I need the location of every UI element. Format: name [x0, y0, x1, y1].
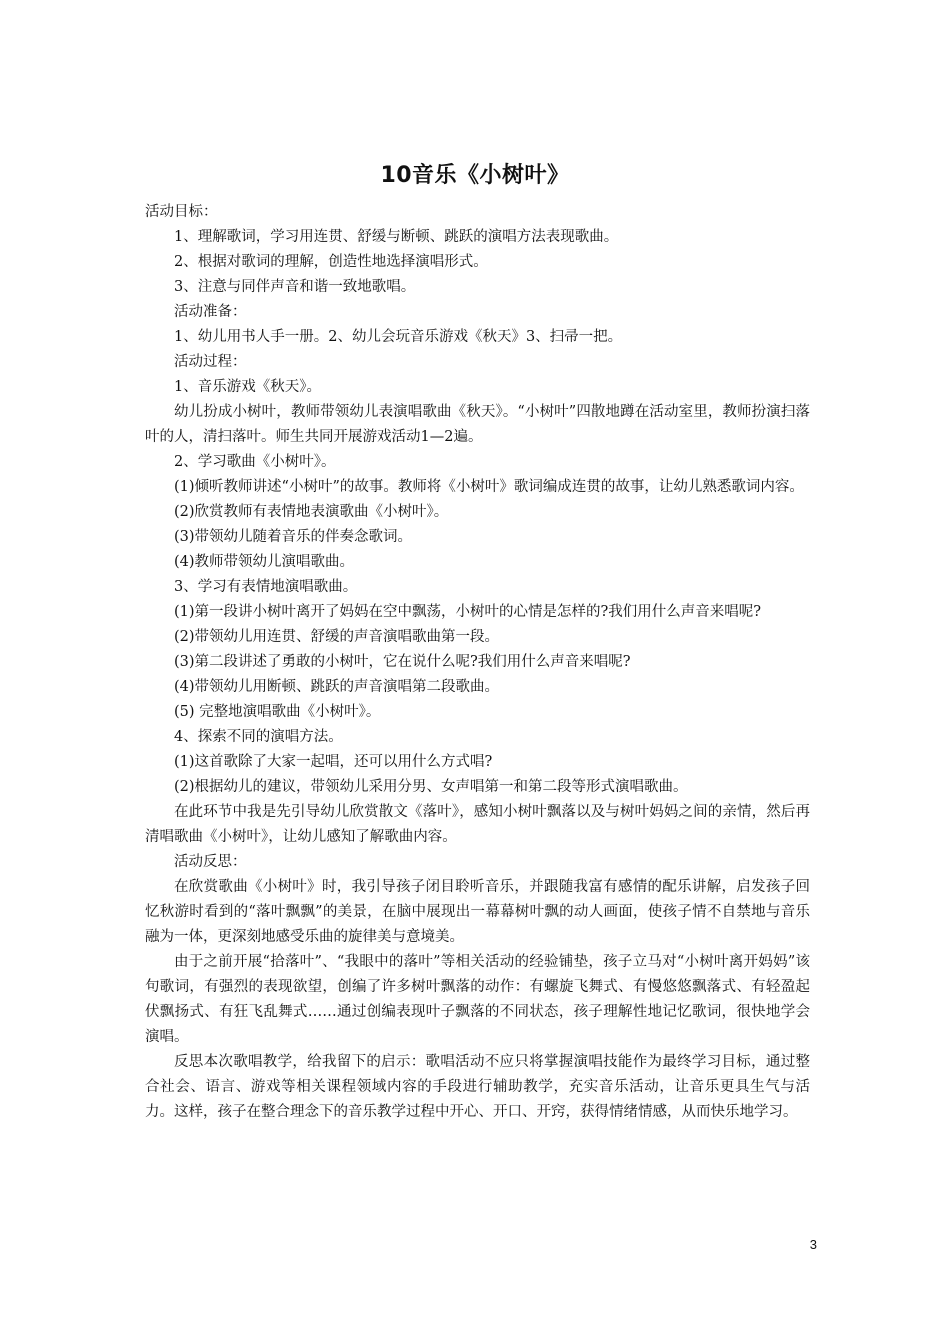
section-heading-preparation: 活动准备：	[174, 304, 247, 320]
section-heading-reflection: 活动反思：	[174, 854, 247, 870]
process-substep: (3)第二段讲述了勇敢的小树叶，它在说什么呢?我们用什么声音来唱呢?	[174, 654, 631, 670]
process-step-3: 3、学习有表情地演唱歌曲。	[174, 579, 358, 595]
process-substep: (3)带领幼儿随着音乐的伴奏念歌词。	[174, 529, 413, 545]
process-substep: (4)带领幼儿用断顿、跳跃的声音演唱第二段歌曲。	[174, 679, 500, 695]
process-step-2: 2、学习歌曲《小树叶》。	[174, 454, 336, 470]
section-heading-goals: 活动目标：	[145, 204, 218, 220]
process-paragraph: 幼儿扮成小树叶，教师带领幼儿表演唱歌曲《秋天》。“小树叶”四散地蹲在活动室里，教师扮演扫落叶的人，清扫落叶。师生共同开展游戏活动1—2遍。	[145, 404, 810, 445]
goal-item-1: 1、理解歌词，学习用连贯、舒缓与断顿、跳跃的演唱方法表现歌曲。	[174, 229, 619, 245]
goal-item-3: 3、注意与同伴声音和谐一致地歌唱。	[174, 279, 416, 295]
process-substep: (1)第一段讲小树叶离开了妈妈在空中飘荡，小树叶的心情是怎样的?我们用什么声音来唱呢?	[174, 604, 762, 620]
process-substep: (4)教师带领幼儿演唱歌曲。	[174, 554, 355, 570]
process-substep: (5) 完整地演唱歌曲《小树叶》。	[174, 704, 381, 720]
document-body	[145, 200, 810, 1125]
process-substep: (2)根据幼儿的建议，带领幼儿采用分男、女声唱第一和第二段等形式演唱歌曲。	[174, 779, 688, 795]
reflection-paragraph: 反思本次歌唱教学，给我留下的启示：歌唱活动不应只将掌握演唱技能作为最终学习目标，通过整合社会、语言、游戏等相关课程领域内容的手段进行辅助教学，充实音乐活动，让音乐更具生气与活力。这样，孩子在整合理念下的音乐教学过程中开心、开口、开窍，获得情绪情感，从而快乐地学习。	[145, 1054, 810, 1120]
goal-item-2: 2、根据对歌词的理解，创造性地选择演唱形式。	[174, 254, 488, 270]
process-substep: (2)欣赏教师有表情地表演歌曲《小树叶》。	[174, 504, 449, 520]
process-step-1: 1、音乐游戏《秋天》。	[174, 379, 321, 395]
section-heading-process: 活动过程：	[174, 354, 247, 370]
page-number: 3	[809, 1237, 817, 1252]
preparation-items: 1、幼儿用书人手一册。2、幼儿会玩音乐游戏《秋天》3、扫帚一把。	[174, 329, 623, 345]
process-paragraph: 在此环节中我是先引导幼儿欣赏散文《落叶》，感知小树叶飘落以及与树叶妈妈之间的亲情，然后再清唱歌曲《小树叶》，让幼儿感知了解歌曲内容。	[145, 804, 810, 845]
process-substep: (2)带领幼儿用连贯、舒缓的声音演唱歌曲第一段。	[174, 629, 500, 645]
reflection-paragraph: 由于之前开展“拾落叶”、“我眼中的落叶”等相关活动的经验铺垫，孩子立马对“小树叶离开妈妈”该句歌词，有强烈的表现欲望，创编了许多树叶飘落的动作：有螺旋飞舞式、有慢悠悠飘落式、有轻盈起伏飘扬式、有狂飞乱舞式……通过创编表现叶子飘落的不同状态，孩子理解性地记忆歌词，很快地学会演唱。	[145, 954, 810, 1045]
document-title: 10音乐《小树叶》	[380, 163, 570, 188]
process-step-4: 4、探索不同的演唱方法。	[174, 729, 343, 745]
reflection-paragraph: 在欣赏歌曲《小树叶》时，我引导孩子闭目聆听音乐，并跟随我富有感情的配乐讲解，启发孩子回忆秋游时看到的“落叶飘飘”的美景，在脑中展现出一幕幕树叶飘的动人画面，使孩子情不自禁地与音乐融为一体，更深刻地感受乐曲的旋律美与意境美。	[145, 879, 810, 945]
process-substep: (1)倾听教师讲述“小树叶”的故事。教师将《小树叶》歌词编成连贯的故事，让幼儿熟悉歌词内容。	[174, 479, 804, 495]
process-substep: (1)这首歌除了大家一起唱，还可以用什么方式唱?	[174, 754, 493, 770]
